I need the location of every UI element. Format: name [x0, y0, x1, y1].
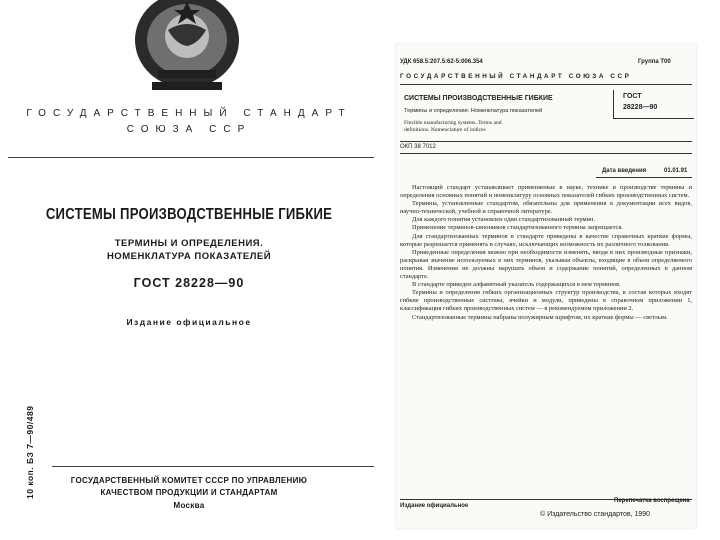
- header-rule: [400, 84, 692, 85]
- cover-gost-number: ГОСТ 28228—90: [133, 276, 245, 290]
- cover-header-line1: ГОСУДАРСТВЕННЫЙ СТАНДАРТ: [26, 108, 352, 119]
- paragraph: Настоящий стандарт устанавливает применяемые в науке, технике и производстве термины и определения основных понятий и номенклатуру основных показателей гибких производственных систем.: [400, 184, 692, 200]
- date-rule: [596, 177, 692, 178]
- doc-title: СИСТЕМЫ ПРОИЗВОДСТВЕННЫЕ ГИБКИЕ: [404, 95, 553, 102]
- intro-date-value: 01.01.91: [664, 168, 688, 174]
- cover-subtitle-line1: ТЕРМИНЫ И ОПРЕДЕЛЕНИЯ.: [114, 238, 264, 249]
- paragraph: Применение терминов-синонимов стандартизованного термина запрещается.: [412, 224, 623, 232]
- okp-code: ОКП 38 7012: [400, 144, 436, 150]
- paragraph: Для каждого понятия установлен один стандартизованный термин.: [412, 216, 595, 224]
- gost-box: [613, 90, 694, 119]
- paragraph: В стандарте приведен алфавитный указатель содержащихся в нем терминов.: [412, 281, 621, 289]
- title-rule: [400, 141, 692, 142]
- paragraph: Стандартизованные термины набраны полужирным шрифтом, их краткие формы — светлым.: [412, 313, 668, 321]
- group-code: Группа Т00: [638, 59, 671, 65]
- doc-header: ГОСУДАРСТВЕННЫЙ СТАНДАРТ СОЮЗА ССР: [400, 73, 632, 80]
- first-page: [378, 0, 720, 540]
- doc-title-en-2: definitions. Nomenclature of indices: [404, 127, 486, 133]
- udk-code: УДК 658.5:207.5:62-5:006.354: [400, 59, 483, 65]
- cover-title: СИСТЕМЫ ПРОИЗВОДСТВЕННЫЕ ГИБКИЕ: [45, 206, 333, 223]
- gost-number: 28228—90: [623, 104, 658, 111]
- paragraph: Термины и определения гибких организационных структур производства, в состав которых входят гибкие производственные системы, ячейки и модули, приведены в справочном приложении 1, классификация гибких производственных систем — в рекомендуемом приложении 2.: [400, 289, 692, 313]
- footer-copyright: © Издательство стандартов, 1990: [540, 511, 651, 518]
- cover-edition: Издание официальное: [126, 317, 252, 327]
- cover-subtitle-line2: НОМЕНКЛАТУРА ПОКАЗАТЕЛЕЙ: [106, 251, 272, 262]
- document-sheet: [396, 44, 696, 528]
- cover-committee-line1: ГОСУДАРСТВЕННЫЙ КОМИТЕТ СССР ПО УПРАВЛЕНИЮ: [70, 476, 308, 485]
- footer-official: Издание официальное: [400, 503, 469, 509]
- cover-committee-line2: КАЧЕСТВОМ ПРОДУКЦИИ И СТАНДАРТАМ: [100, 488, 278, 497]
- gost-label: ГОСТ: [623, 93, 642, 100]
- cover-city: Москва: [173, 501, 205, 510]
- cover-bottom-divider: [52, 466, 374, 467]
- body-text: [400, 184, 692, 322]
- cover-side-note: 10 коп. БЗ 7—90/489: [25, 405, 35, 499]
- paragraph: Приведенные определения можно при необходимости изменять, вводя в них производные признаки, раскрывая значение используемых в них терминов, указывая объекты, входящие в объем определяемого понятия. Изменения не должны нарушать объем и содержание понятий, определенных в данном стандарте.: [400, 248, 692, 281]
- intro-date-label: Дата введения: [602, 168, 647, 174]
- paragraph: Термины, установленные стандартом, обязательны для применения в документации всех видов, научно-технической, учебной и справочной литературе.: [400, 200, 692, 216]
- cover-header-line2: СОЮЗА ССР: [126, 124, 252, 135]
- cover-divider: [8, 157, 374, 158]
- footer-reprint: Перепечатка воспрещена: [614, 498, 690, 504]
- state-emblem-icon: [128, 0, 246, 92]
- doc-title-en-1: Flexible manufacturing systems. Terms and: [404, 120, 502, 126]
- doc-title-subtitle: Термины и определения. Номенклатура показателей: [404, 108, 543, 114]
- paragraph: Для стандартизованных терминов в стандарте приведены в качестве справочных краткие формы, которые разрешается применять в случаях, исключающих возможность их различного толкования.: [400, 232, 692, 248]
- okp-rule: [400, 153, 692, 154]
